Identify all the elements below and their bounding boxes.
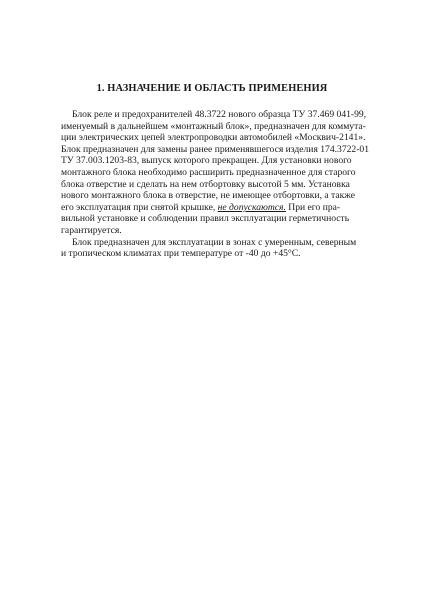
text-line: ции электрических цепей электропроводки автомобилей «Москвич-2141». — [61, 132, 366, 144]
section-body — [61, 109, 370, 260]
text-line: ТУ 37.003.1203-83, выпуск которого прекращен. Для установки нового — [61, 155, 352, 167]
paragraph-climate — [61, 236, 357, 260]
text-line: именуемый в дальнейшем «монтажный блок», предназначен для коммута- — [61, 120, 366, 132]
text-line: Блок предназначен для замены ранее применявшегося изделия 174.3722-01 — [61, 143, 370, 155]
text-line: Блок реле и предохранителей 48.3722 нового образца ТУ 37.469 041-99, — [72, 109, 367, 120]
text-line: блока отверстие и сделать на нем отбортовку высотой 5 мм. Установка — [61, 178, 350, 190]
emphasized-warning: не допускаются. — [217, 201, 286, 213]
text-line: монтажного блока необходимо расширить предназначенное для старого — [61, 166, 356, 178]
text-line: гарантируется. — [61, 224, 122, 236]
paragraph-purpose — [61, 109, 370, 237]
text-segment: При его пра- — [288, 201, 341, 213]
text-line: и тропическом климатах при температуре от -40 до +45°С. — [61, 248, 301, 260]
text-line: нового монтажного блока в отверстие, не имеющее отбортовки, а также — [61, 190, 356, 202]
section-heading: 1. НАЗНАЧЕНИЕ И ОБЛАСТЬ ПРИМЕНЕНИЯ — [96, 83, 328, 94]
text-line-with-emphasis — [61, 201, 341, 214]
text-segment: его эксплуатация при снятой крышке, — [61, 201, 216, 213]
text-line: Блок предназначен для эксплуатации в зонах с умеренным, северным — [72, 236, 357, 248]
text-line: вильной установке и соблюдении правил эксплуатации герметичность — [61, 213, 350, 225]
